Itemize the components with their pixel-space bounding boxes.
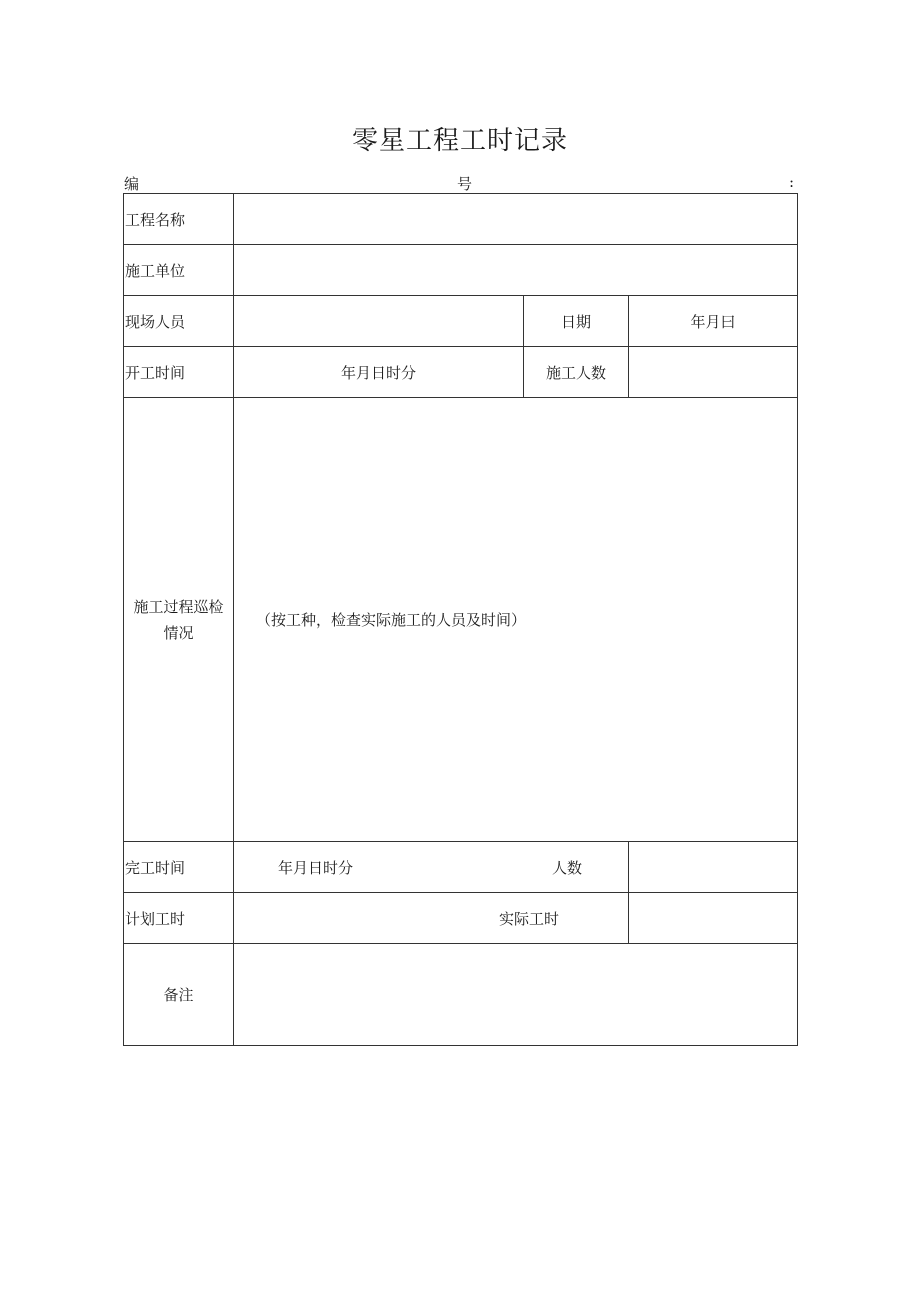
- serial-colon: :: [789, 173, 795, 191]
- date-label: 日期: [524, 296, 629, 347]
- inspection-label-line2: 情况: [163, 623, 194, 642]
- row-project-name: [124, 194, 798, 245]
- construction-unit-field[interactable]: [234, 245, 798, 296]
- onsite-staff-field[interactable]: [234, 296, 524, 347]
- row-planned-hours: [124, 893, 798, 944]
- construction-unit-label: 施工单位: [124, 245, 234, 296]
- planned-hours-label: 计划工时: [124, 893, 234, 944]
- actual-hours-field[interactable]: [629, 893, 798, 944]
- finish-time-label: 完工时间: [124, 842, 234, 893]
- serial-label-mid: 号: [457, 175, 473, 193]
- workers-count-field[interactable]: [629, 347, 798, 398]
- project-name-label: 工程名称: [124, 194, 234, 245]
- project-name-field[interactable]: [234, 194, 798, 245]
- row-onsite-staff: [124, 296, 798, 347]
- people-count-field[interactable]: [629, 842, 798, 893]
- work-hours-form: [123, 193, 798, 1046]
- document-title: 零星工程工时记录: [351, 126, 568, 156]
- inspection-label-line1: 施工过程巡检: [133, 597, 224, 616]
- row-inspection: [124, 398, 798, 842]
- finish-time-value: 年月日时分: [278, 859, 354, 877]
- start-time-field[interactable]: 年月日时分: [234, 347, 524, 398]
- workers-count-label: 施工人数: [524, 347, 629, 398]
- onsite-staff-label: 现场人员: [124, 296, 234, 347]
- people-count-label: 人数: [552, 859, 583, 877]
- row-construction-unit: [124, 245, 798, 296]
- date-field[interactable]: 年月曰: [629, 296, 798, 347]
- row-start-time: [124, 347, 798, 398]
- inspection-label: [124, 398, 234, 842]
- planned-hours-field[interactable]: [234, 893, 629, 944]
- row-remarks: [124, 944, 798, 1046]
- start-time-label: 开工时间: [124, 347, 234, 398]
- serial-label-left: 编: [124, 175, 140, 193]
- remarks-field[interactable]: [234, 944, 798, 1046]
- inspection-hint: （按工种，检查实际施工的人员及时间）: [256, 611, 527, 629]
- actual-hours-label: 实际工时: [499, 910, 560, 928]
- finish-time-field[interactable]: [234, 842, 629, 893]
- remarks-label: 备注: [124, 944, 234, 1046]
- inspection-field[interactable]: [234, 398, 798, 842]
- row-finish-time: [124, 842, 798, 893]
